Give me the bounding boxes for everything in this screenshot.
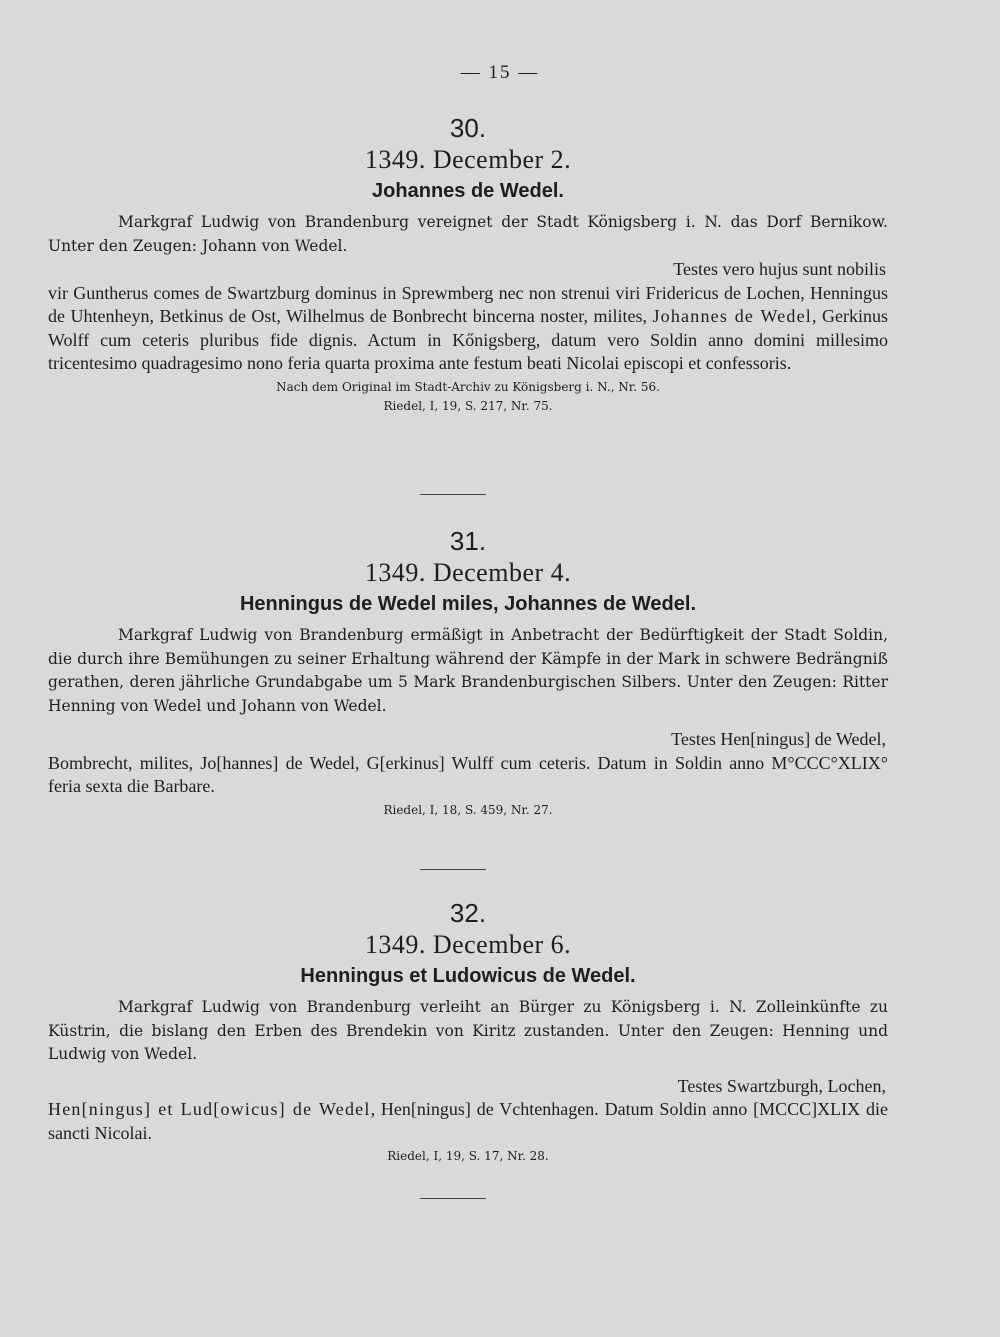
entry-latin-text — [48, 728, 888, 799]
source-citation: Riedel, I, 19, S. 17, Nr. 28. — [387, 1149, 549, 1163]
entry-year: 1349. — [364, 145, 426, 174]
entry-heading: Henningus de Wedel miles, Johannes de Wedel. — [239, 593, 697, 615]
entry-heading: Johannes de Wedel. — [372, 180, 564, 202]
section-divider — [420, 494, 486, 495]
section-divider — [420, 869, 486, 870]
entry-number: 32. — [449, 898, 487, 928]
entry-summary: Markgraf Ludwig von Brandenburg ermäßigt in Anbetracht der Bedürftigkeit der Stadt Soldin, die durch ihre Bemühungen zu seiner Erhaltung während der Kämpfe in der Mark in schwere Bedrängniß gerathen, deren jährliche Grundabgabe um 5 Mark Brandenburgischen Silbers. Unter den Zeugen: Ritter Henning von Wedel und Johann von Wedel. — [48, 626, 888, 715]
latin-part: , Hen[ningus] de Vchtenhagen. Datum Soldin anno [MCCC]XLIX die sancti Nicolai. — [48, 1099, 888, 1143]
entry-year: 1349. — [364, 930, 426, 959]
entry-day: December 4. — [432, 558, 572, 587]
entry-latin-text — [48, 258, 888, 376]
entry-number: 31. — [449, 526, 487, 556]
entry-date — [48, 143, 888, 177]
entry-summary: Markgraf Ludwig von Brandenburg verleiht an Bürger zu Königsberg i. N. Zolleinkünfte zu Küstrin, die bislang den Erben des Brendekin von Kiritz zustanden. Unter den Zeugen: Henning und Ludwig von Wedel. — [48, 998, 888, 1063]
latin-part: vir Guntherus comes de Swartzburg dominus in Sprewmberg nec non strenui viri Fridericus de Lochen, Henningus de Uhtenheyn, Betkinus de Ost, Wilhelmus de Bonbrecht bincerna noster, milites, — [48, 282, 888, 326]
latin-spaced-name: Johannes de Wedel — [652, 306, 813, 326]
entry-heading: Henningus et Ludowicus de Wedel. — [300, 965, 636, 987]
entry-number: 30. — [449, 113, 487, 143]
latin-lead: Testes Hen[ningus] de Wedel, — [671, 729, 886, 749]
latin-lead: Testes Swartzburgh, Lochen, — [677, 1075, 886, 1096]
entry-day: December 6. — [432, 930, 572, 959]
document-entry-32 — [48, 898, 888, 1166]
entry-day: December 2. — [432, 145, 572, 174]
document-entry-31 — [48, 526, 888, 820]
document-entry-30 — [48, 113, 888, 416]
source-citation: Riedel, I, 19, S. 217, Nr. 75. — [383, 398, 553, 413]
latin-part: , Gerkinus Wolff cum ceteris pluribus fide dignis. Actum in Kőnigsberg, datum vero Soldin anno domini millesimo tricentesimo quadragesimo nono feria quarta proxima ante festum beati Nicolai episcopi et confessoris. — [48, 306, 888, 373]
section-divider — [420, 1198, 486, 1199]
entry-date — [48, 928, 888, 962]
entry-year: 1349. — [364, 558, 426, 587]
source-citation: Nach dem Original im Stadt-Archiv zu Königsberg i. N., Nr. 56. — [276, 379, 660, 394]
latin-part: Bombrecht, milites, Jo[hannes] de Wedel, G[erkinus] Wulff cum ceteris. Datum in Soldin anno M°CCC°XLIX° feria sexta die Barbare. — [48, 752, 888, 796]
latin-spaced-name: Hen[ningus] et Lud[owicus] de Wedel — [48, 1099, 371, 1119]
entry-summary: Markgraf Ludwig von Brandenburg vereignet der Stadt Königsberg i. N. das Dorf Bernikow. Unter den Zeugen: Johann von Wedel. — [48, 213, 888, 255]
page-number: — 15 — — [460, 62, 540, 83]
latin-lead: Testes vero hujus sunt nobilis — [673, 259, 886, 279]
entry-date — [48, 556, 888, 590]
source-citation: Riedel, I, 18, S. 459, Nr. 27. — [383, 802, 553, 817]
entry-latin-text — [48, 1075, 888, 1146]
